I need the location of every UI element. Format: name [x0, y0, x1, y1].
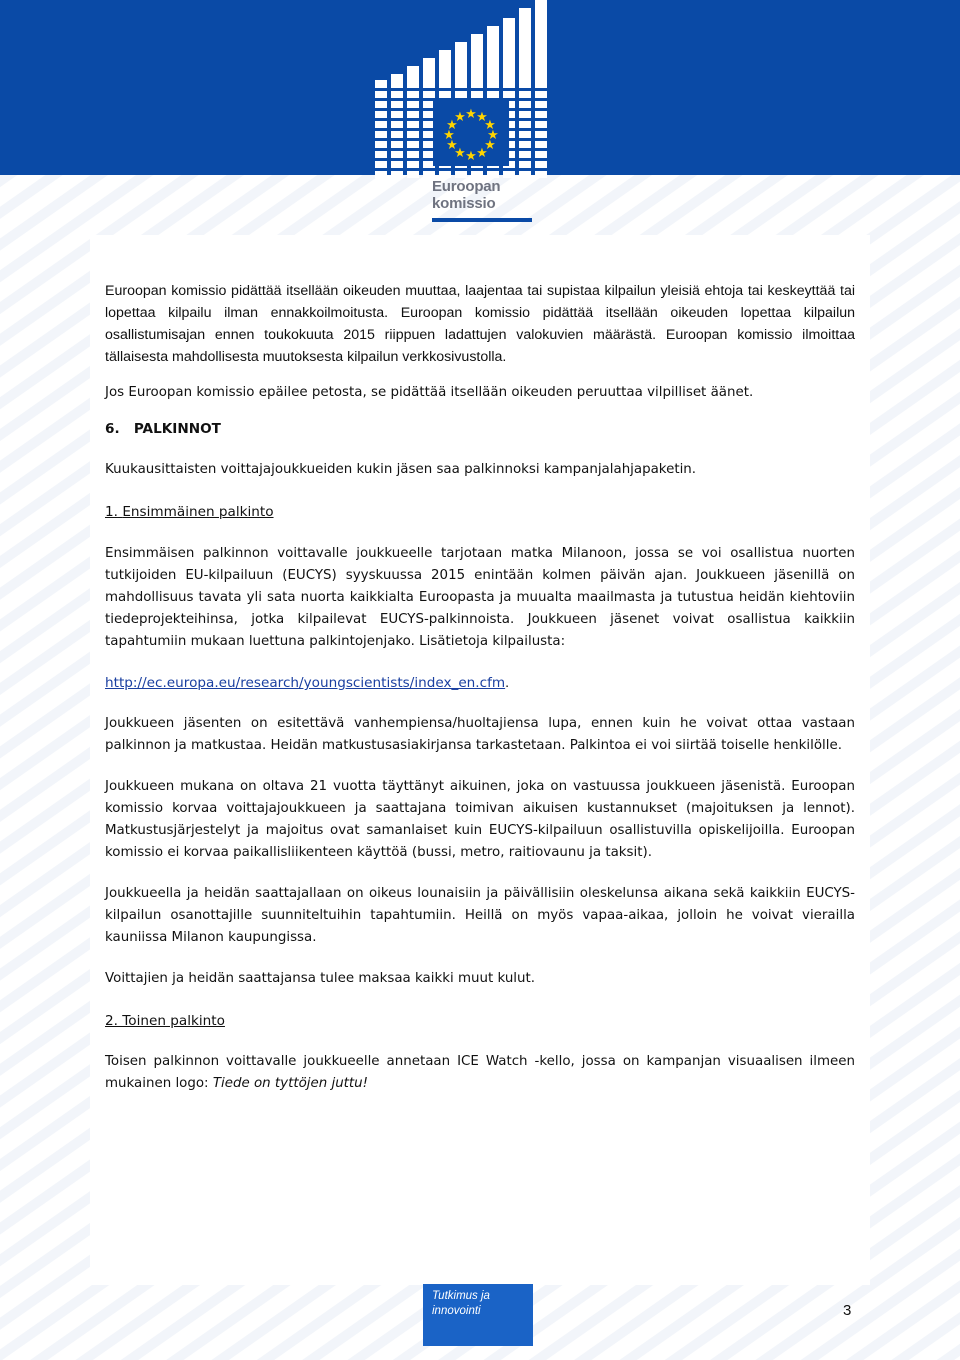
footer-badge-line-2: innovointi — [432, 1305, 481, 1317]
logo-wordmark — [432, 178, 500, 212]
sub1-title: Ensimmäinen palkinto — [122, 504, 274, 520]
page-number: 3 — [843, 1302, 852, 1319]
paragraph-first-prize: Ensimmäisen palkinnon voittavalle joukkueelle tarjotaan matka Milanoon, jossa se voi osallistua nuorten tutkijoiden EU-kilpailuun (EUCYS) syyskuussa 2015 enintään kolmen päivän ajan. Joukkueen jäsenillä on mahdollisuus tavata yli sata nuorta kaikkialta Euroopasta ja muualta maailmasta ja tutustua heidän kiehtoviin tiedeprojekteihinsa, jotka kilpailevat EUCYS-palkinnoista. Joukkueen jäsenet voivat osallistua kaikkiin tapahtumiin mukaan luettuna palkintojenjako. Lisätietoja kilpailusta: — [105, 546, 855, 649]
section-title: PALKINNOT — [133, 421, 221, 437]
paragraph-meals: Joukkueella ja heidän saattajallaan on oikeus lounaisiin ja päivällisiin oleskelunsa aikana sekä kaikkiin EUCYS-kilpailun osanottajille suunniteltuihin tapahtumiin. Heillä on myös vapaa-aikaa, jolloin he voivat vierailla kauniissa Milanon kaupungissa. — [105, 886, 855, 945]
second-prize-text: Toisen palkinnon voittavalle joukkueelle annetaan ICE Watch -kello, jossa on kampanjan visuaalisen ilmeen mukainen logo: — [105, 1054, 855, 1091]
svg-text:★: ★ — [454, 110, 466, 125]
svg-text:★: ★ — [484, 138, 496, 153]
paragraph-monthly-prize: Kuukausittaisten voittajajoukkueiden kukin jäsen saa palkinnoksi kampanjalahjapaketin. — [105, 462, 697, 477]
footer-badge — [423, 1284, 533, 1346]
svg-text:★: ★ — [465, 149, 477, 164]
eu-commission-logo-icon — [375, 0, 555, 178]
paragraph-adult-escort: Joukkueen mukana on oltava 21 vuotta täyttänyt aikuinen, joka on vastuussa joukkueen jäsenistä. Euroopan komissio korvaa voittajajoukkueen ja saattajana toimivan aikuisen kustannukset (majoituksen ja lennot). Matkustusjärjestelyt ja majoitus ovat samanlaiset kuin EUCYS-kilpailuun osallistuvilla opiskelijoilla. Euroopan komissio ei korvaa paikallisliikenteen käyttöä (bussi, metro, raitiovaunu ja taksit). — [105, 779, 855, 860]
svg-text:★: ★ — [487, 128, 499, 143]
paragraph-second-prize — [105, 1051, 855, 1095]
paragraph-rights: Euroopan komissio pidättää itsellään oikeuden muuttaa, laajentaa tai supistaa kilpailun yleisiä ehtoja tai keskeyttää tai lopettaa kilpailu ilman ennakkoilmoitusta. Euroopan komissio pidättää itsellään oikeuden lopettaa kilpailun osallistumisajan ennen toukokuuta 2015 riippuen ladattujen valokuvien määrästä. Euroopan komissio ilmoittaa tällaisesta mahdollisesta muutoksesta kilpailun verkkosivustolla. — [105, 283, 855, 365]
sub1-number: 1. — [105, 504, 118, 520]
paragraph-fraud: Jos Euroopan komissio epäilee petosta, se pidättää itsellään oikeuden peruuttaa vilpilliset äänet. — [105, 385, 754, 400]
subheading-first-prize — [105, 501, 855, 523]
eucys-link[interactable]: http://ec.europa.eu/research/youngscientists/index_en.cfm — [105, 675, 506, 691]
paragraph-other-costs: Voittajien ja heidän saattajansa tulee maksaa kaikki muut kulut. — [105, 971, 536, 986]
svg-text:★: ★ — [484, 118, 496, 133]
svg-text:★: ★ — [446, 118, 458, 133]
svg-text:★: ★ — [446, 138, 458, 153]
svg-text:★: ★ — [443, 128, 455, 143]
logo-underline — [432, 218, 532, 222]
svg-text:★: ★ — [454, 146, 466, 161]
document-body — [105, 280, 855, 1095]
paragraph-link — [105, 672, 855, 694]
svg-text:★: ★ — [476, 110, 488, 125]
section-heading-prizes — [105, 418, 855, 440]
logo-line-2: komissio — [432, 195, 496, 212]
footer-badge-line-1: Tutkimus ja — [432, 1290, 490, 1302]
svg-text:★: ★ — [476, 146, 488, 161]
campaign-slogan: Tiede on tyttöjen juttu! — [212, 1076, 369, 1091]
paragraph-permission: Joukkueen jäsenten on esitettävä vanhempiensa/huoltajiensa lupa, ennen kuin he voivat ottaa vastaan palkinnon ja matkustaa. Heidän matkustusasiakirjansa tarkastetaan. Palkintoa ei voi siirtää toiselle henkilölle. — [105, 716, 855, 753]
section-number: 6. — [105, 421, 120, 437]
subheading-second-prize: 2. Toinen palkinto — [105, 1013, 225, 1029]
link-suffix: . — [505, 675, 510, 691]
svg-text:★: ★ — [465, 107, 477, 122]
logo-line-1: Euroopan — [432, 178, 501, 195]
